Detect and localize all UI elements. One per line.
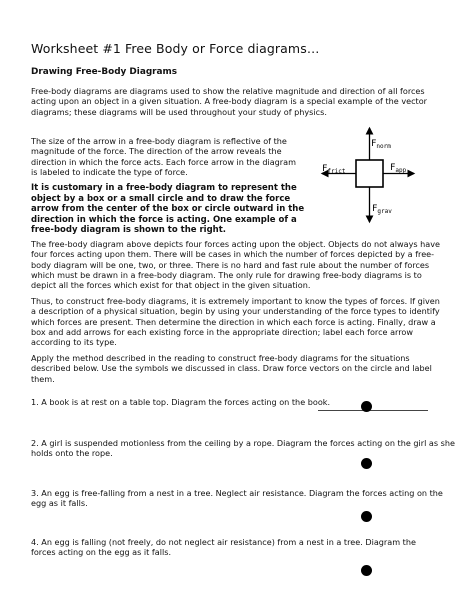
arrow-size-paragraph: The size of the arrow in a free-body diagram is reflective of the magnitude of the force. The direction of the arrow reveals the direction in which the force acts. Each force arrow in the diagram is labeled to indicate the type of force. <box>31 136 296 177</box>
question-4: 4. An egg is falling (not freely, do not neglect air resistance) from a nest in a tree. Diagram the forces acting on the egg as it falls. <box>31 537 416 558</box>
construct-paragraph: Thus, to construct free-body diagrams, it is extremely important to know the types of forces. If given a description of a physical situation, begin by using your understanding of the force types to identify which forces are present. Then determine the direction in which each force is acting. Finally, draw a box and add arrows for each existing force in the appropriate direction; label each force arrow according to its type. <box>31 296 440 348</box>
apply-paragraph: Apply the method described in the reading to construct free-body diagrams for the situations described below. Use the symbols we discussed in class. Draw force vectors on the circle and label them. <box>31 353 432 384</box>
object-circle-4[interactable] <box>361 565 372 576</box>
f-norm-label: $F_{norm}$ <box>371 139 391 150</box>
object-circle-2[interactable] <box>361 458 372 469</box>
worksheet-title: Worksheet #1 Free Body or Force diagrams… <box>31 41 320 56</box>
surface-line <box>318 410 428 411</box>
question-2: 2. A girl is suspended motionless from the ceiling by a rope. Diagram the forces acting on the girl as she holds onto the rope. <box>31 438 456 459</box>
four-forces-paragraph: The free-body diagram above depicts four forces acting upon the object. Objects do not always have four forces acting upon them. There will be cases in which the number of forces depicted by a free-body diagram will be one, two, or three. There is no hard and fast rule about the number of forces which must be drawn in a free-body diagram. The only rule for drawing free-body diagrams is to depict all the forces which exist for that object in the given situation. <box>31 239 441 291</box>
question-1: 1. A book is at rest on a table top. Diagram the forces acting on the book. <box>31 397 331 407</box>
free-body-diagram <box>318 124 448 230</box>
f-frict-label: $F_{frict}$ <box>322 164 346 175</box>
f-app-label: $F_{app}$ <box>390 163 407 174</box>
object-box <box>356 160 383 187</box>
section-heading: Drawing Free-Body Diagrams <box>31 67 178 77</box>
object-circle-3[interactable] <box>361 511 372 522</box>
intro-paragraph: Free-body diagrams are diagrams used to show the relative magnitude and direction of all forces acting upon an object in a given situation. A free-body diagram is a special example of the vector diagrams; these diagrams will be used throughout your study of physics. <box>31 86 427 117</box>
question-3: 3. An egg is free-falling from a nest in a tree. Neglect air resistance. Diagram the forces acting on the egg as it falls. <box>31 488 443 509</box>
object-circle-1[interactable] <box>361 401 372 412</box>
f-grav-label: $F_{grav}$ <box>372 204 392 215</box>
customary-paragraph: It is customary in a free-body diagram to represent the object by a box or a small circle and to draw the force arrow from the center of the box or circle outward in the direction in which the force is acting. One example of a free-body diagram is shown to the right. <box>31 183 305 236</box>
